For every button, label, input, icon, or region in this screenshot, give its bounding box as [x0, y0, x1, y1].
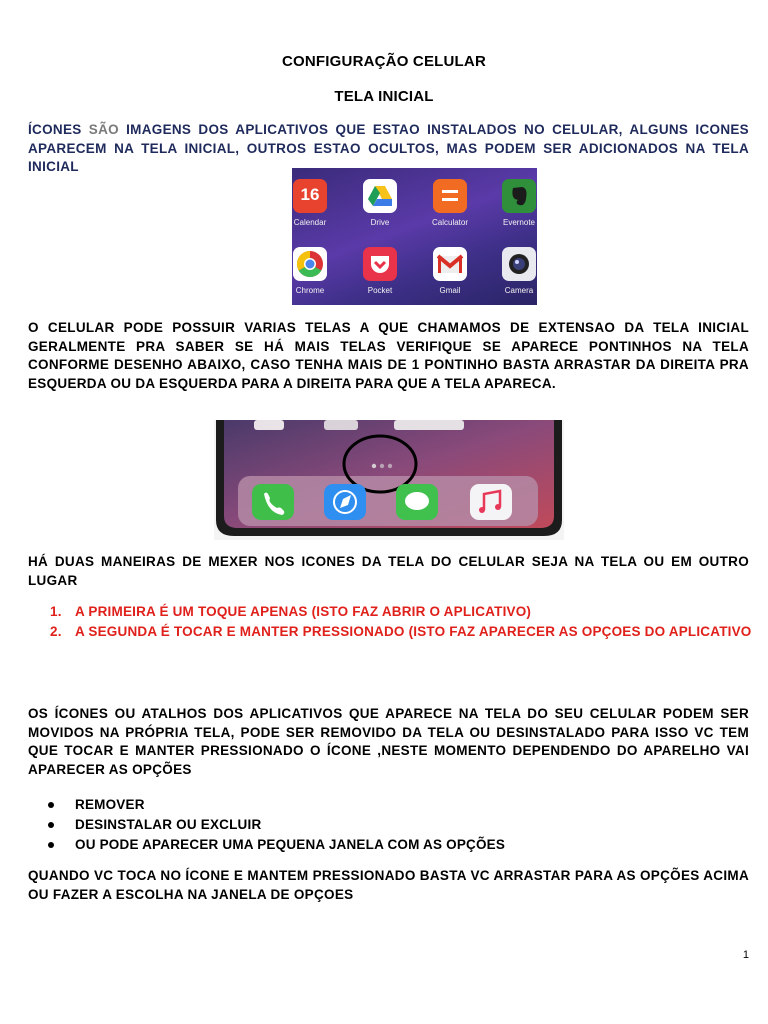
closing-paragraph: QUANDO VC TOCA NO ÍCONE E MANTEM PRESSIONADO BASTA VC ARRASTAR PARA AS OPÇÕES ACIMA OU FAZER A ESCOLHA NA JANELA DE OPÇOES — [28, 868, 749, 902]
document-title: CONFIGURAÇÃO CELULAR — [282, 53, 486, 70]
step-number: 1. — [50, 604, 62, 619]
list-item — [28, 815, 505, 835]
app-label: Camera — [504, 286, 534, 295]
app-icons-figure — [292, 168, 537, 305]
bullet-icon — [48, 842, 54, 848]
bullet-icon — [48, 822, 54, 828]
app-label: Calculator — [431, 218, 468, 227]
app-label: Drive — [370, 218, 390, 227]
app-label: Gmail — [439, 286, 461, 295]
app-gmail — [420, 247, 480, 295]
app-label: Pocket — [367, 286, 393, 295]
option-text: REMOVER — [75, 797, 145, 812]
screens-paragraph: O CELULAR PODE POSSUIR VARIAS TELAS A QUE CHAMAMOS DE EXTENSAO DA TELA INICIAL GERALMENTE PRA SABER SE HÁ MAIS TELAS VERIFIQUE SE APARECE PONTINHOS NA TELA CONFORME DESENHO ABAIXO, CASO TENHA MAIS DE 1 PONTINHO BASTA ARRASTAR DA DIREITA PRA ESQUERDA OU DA ESQUERDA PARA A DIREITA PARA QUE A TELA APARECA. — [28, 320, 749, 391]
option-text: OU PODE APARECER UMA PEQUENA JANELA COM AS OPÇÕES — [75, 837, 506, 852]
option-text: DESINSTALAR OU EXCLUIR — [75, 817, 262, 832]
evernote-icon — [502, 179, 536, 213]
app-evernote — [489, 179, 537, 227]
steps-list — [28, 602, 753, 642]
app-label: Calendar — [293, 218, 327, 227]
app-label: Chrome — [295, 286, 325, 295]
intro-part2: SÃO — [88, 122, 127, 137]
shortcuts-paragraph: OS ÍCONES OU ATALHOS DOS APLICATIVOS QUE APARECE NA TELA DO SEU CELULAR PODEM SER MOVIDOS NA PRÓPRIA TELA, PODE SER REMOVIDO DA TELA OU DESINSTALADO PARA ISSO VC TEM QUE TOCAR E MANTER PRESSIONADO O ÍCONE ,NESTE MOMENTO DEPENDENDO DO APARELHO VAI APARECER AS OPÇÕES — [28, 706, 749, 777]
app-label: Evernote — [502, 218, 536, 227]
gmail-icon — [433, 247, 467, 281]
camera-icon — [502, 247, 536, 281]
bullet-icon — [48, 802, 54, 808]
intro-part3: IMAGENS DOS APLICATIVOS QUE ESTAO INSTALADOS NO CELULAR, ALGUNS ICONES APARECEM NA TELA INICIAL, OUTROS ESTAO OCULTOS, MAS PODEM SER ADICIONADOS NA TELA INICIAL — [28, 122, 749, 174]
calendar-icon — [293, 179, 327, 213]
calculator-icon — [433, 179, 467, 213]
section-title: TELA INICIAL — [334, 88, 434, 105]
phone-dock-figure — [214, 420, 564, 540]
ways-paragraph: HÁ DUAS MANEIRAS DE MEXER NOS ICONES DA TELA DO CELULAR SEJA NA TELA OU EM OUTRO LUGAR — [28, 554, 749, 588]
pocket-icon — [363, 247, 397, 281]
app-camera — [489, 247, 537, 295]
calendar-badge: 16 — [300, 185, 320, 204]
step-number: 2. — [50, 624, 62, 639]
intro-part1: ÍCONES — [28, 122, 89, 137]
app-chrome — [292, 247, 340, 295]
app-calendar — [292, 179, 340, 227]
drive-icon — [363, 179, 397, 213]
list-item — [28, 602, 753, 621]
app-pocket — [350, 247, 410, 295]
chrome-icon — [293, 247, 327, 281]
page-number: 1 — [742, 949, 749, 961]
step-text: A PRIMEIRA É UM TOQUE APENAS (ISTO FAZ ABRIR O APLICATIVO) — [75, 604, 532, 619]
list-item — [28, 622, 753, 641]
app-calculator — [420, 179, 480, 227]
options-list — [28, 795, 505, 855]
app-drive — [350, 179, 410, 227]
list-item — [28, 795, 505, 815]
step-text: A SEGUNDA É TOCAR E MANTER PRESSIONADO (ISTO FAZ APARECER AS OPÇOES DO APLICATIVO — [75, 624, 752, 639]
list-item — [28, 835, 505, 855]
